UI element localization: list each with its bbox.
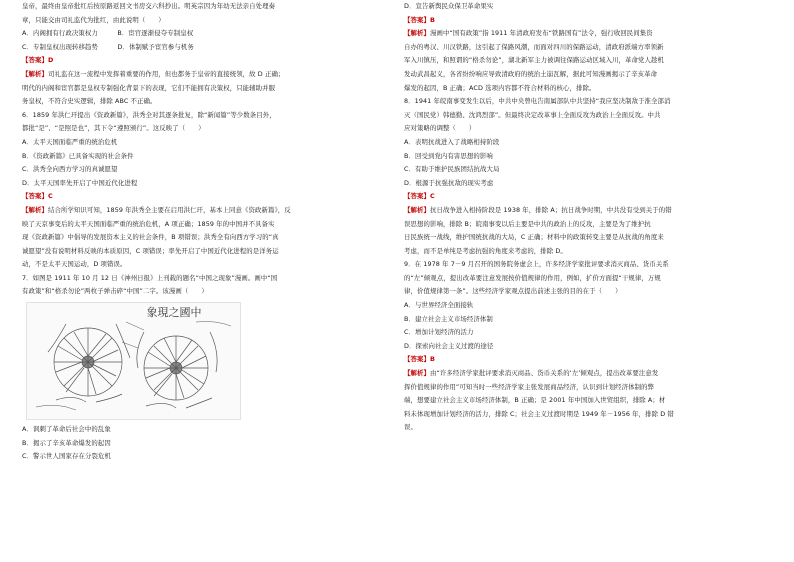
answer-line	[404, 353, 769, 367]
text-line: 误思想的影响，排除 B；皖南事变以后主要是中共的政治上的反攻，主要是为了维护抗	[404, 219, 651, 228]
option-a: A．太平天国面临严重的统治危机	[22, 137, 118, 146]
option-d: D．探索向社会主义过渡的途径	[404, 341, 494, 350]
analysis-label: 【解析】	[404, 205, 430, 214]
option-b: B．建立社会主义市场经济体制	[404, 314, 493, 323]
answer-line	[22, 54, 387, 68]
analysis-text: 漫画中“国有政策”指 1911 年清政府发布“铁路国有”法令，强行收回民间集资	[429, 29, 653, 38]
text-line: 现《资政新篇》中倡导的发展资本主义的社会条件，B 项错误；洪秀全有向西方学习的“真	[22, 233, 279, 242]
text-line: 考虑，而不是单纯是考虑抗强的角度来考虑的，排除 D。	[404, 246, 567, 255]
question-7: 7．如图是 1911 年 10 月 12 日《神州日报》上刊载的题名“中国之现象”漫画。画中“国	[22, 273, 278, 282]
answer-label: 【答案】	[22, 192, 48, 201]
text-line: 映了天京事变后的太平天国面临严重的统治危机，A 项正确；1859 年的中国并不具备实	[22, 219, 275, 228]
text-line: 日民族统一战线，维护国统抗战的大局，C 正确；材料中的政策转变主要是从抗战的角度来	[404, 233, 664, 242]
text-line: 有政策”和“格杀勿论”两枚子弹击碎“中国”二字。该漫画（ ）	[22, 287, 208, 296]
text-line: 的“左”倾观点，提出改革要注意发展按价值规律的作用，例如，扩价方面提“干规律，万规	[404, 273, 661, 282]
question-8: 8．1941 年皖南事变发生以后，中共中央曾电告南属部队中共坚持“我应坚决制敌于淮全部消	[404, 97, 671, 106]
option-c: C．有助于维护民族团结抗战大局	[404, 165, 500, 174]
answer-value: C	[429, 192, 435, 201]
option-a: A．内阁拥有行政决策权力 B．宦官逐渐侵夺专制皇权	[22, 29, 194, 38]
text-line: 挥价值规律的作用”可知当时一些经济学家主张发展商品经济，认识到计划经济体制的弊	[404, 382, 655, 391]
right-column	[404, 0, 769, 435]
analysis-line	[22, 204, 387, 218]
option-c: C．专制皇权出现转移趋势 D．体制赋予宦官参与机务	[22, 42, 194, 51]
answer-line	[404, 190, 769, 204]
option-a: A．讽刺了革命后社会中的乱象	[22, 425, 111, 434]
option-a: A．表明抗战进入了战略相持阶段	[404, 137, 500, 146]
analysis-line	[22, 68, 387, 82]
analysis-line	[404, 204, 769, 218]
cartoon-image	[26, 302, 241, 420]
option-b: B．揭示了辛亥革命爆发的起因	[22, 438, 111, 447]
cartoon-caption: 象現之國中	[146, 306, 202, 320]
analysis-line	[404, 27, 769, 41]
cartoon-illustration	[26, 302, 241, 420]
question-6: 6．1859 年洪仁玕提出《资政新篇》，洪秀全对其逐条批复，除“新闻篇”等少数条目外，	[22, 110, 276, 119]
text-line: 灭（国民党）韩德勤、沈鸿烈部”。但最终决定改革事上全面反攻为政治上全面反攻。中共	[404, 110, 661, 119]
option-b: B．《资政新篇》已具备实现的社会条件	[22, 151, 134, 160]
option-d: D．根源于抗强抗敌的现实考虑	[404, 178, 494, 187]
analysis-text: 由“许多经济学家批评要求消灭商品、货币关系的‘左’倾观点，提出改革要注意发	[429, 369, 659, 378]
answer-value: B	[429, 355, 435, 364]
text-line: 皇帝，最终由皇帝批红后按原路返回文书房交六科抄出。明英宗因为年幼无法亲自处理奏	[22, 2, 276, 10]
text-line: 章，只能交由司礼监代为批红，由此说明（ ）	[22, 15, 165, 24]
answer-line	[22, 190, 387, 204]
answer-value: B	[429, 15, 435, 24]
text-line: 都批“是”、“是照是也”，其下令“遵照颁行”。这反映了（ ）	[22, 124, 205, 133]
analysis-label: 【解析】	[22, 69, 48, 78]
analysis-label: 【解析】	[22, 205, 48, 214]
text-line: 自办的粤汉、川汉铁路，这引起了保路风潮，而面对四川的保路运动，清政府派端方率领新	[404, 42, 664, 51]
option-b: B．回受到党内有害思想的影响	[404, 151, 493, 160]
answer-label: 【答案】	[22, 56, 48, 65]
option-a: A．与世界经济全面接轨	[404, 301, 474, 310]
analysis-line	[404, 367, 769, 381]
text-line: 明代的内阁和宦官都是皇权专制强化背景下的表现，它们不能拥有决策权，只能辅助并服	[22, 83, 276, 92]
text-line: 务皇权，不符合史实逻辑，排除 ABC 不正确。	[22, 97, 157, 106]
text-line: 发动武昌起义，各省纷纷响应导致清政府的统治土崩瓦解，据此可知漫画揭示了辛亥革命	[404, 69, 658, 78]
analysis-text: 司礼监在这一流程中发挥着重要的作用，但也都务于皇帝的直接统领，故 D 正确；	[47, 69, 285, 78]
option-c: C．洪秀全向西方学习的真诚愿望	[22, 165, 118, 174]
analysis-label: 【解析】	[404, 369, 430, 378]
text-line: 误。	[404, 423, 417, 432]
analysis-text: 结合所学知识可知，1859 年洪秀全主要在启用洪仁玕，基本上同意《资政新篇》，反	[47, 205, 291, 214]
answer-value: D	[47, 56, 54, 65]
option-c: C．警示世人国家存在分裂危机	[22, 452, 111, 461]
text-line: 爆发的起因，B 正确；ACD 选项内容都不符合材料的核心，排除。	[404, 83, 596, 92]
option-d: D．太平天国率先开启了中国近代化进程	[22, 178, 138, 187]
text-line: 军入川镇压，和照谓的“格杀勿论”，湖北新军主力被调往保路运动区域入川，革命党人趁机	[404, 56, 664, 65]
answer-label: 【答案】	[404, 355, 430, 364]
answer-label: 【答案】	[404, 15, 430, 24]
question-9: 9．在 1978 年 7－9 月召开的国务院务虚会上，许多经济学家批评要求消灭商品、货币关系	[404, 260, 669, 269]
text-line: 料未体现增加计划经济的活力，排除 C；社会主义过渡时期是 1949 年－1956 年，排除 D 错	[404, 409, 674, 418]
option-d: D．宣告新舆民众保卫革命果实	[404, 2, 494, 10]
analysis-label: 【解析】	[404, 29, 430, 38]
text-line: 端，想要建立社会主义市场经济体制，B 正确；是 2001 年中国加入世贸组织，排除 A；材	[404, 396, 666, 405]
text-line: 律，价值规律第一条”。这些经济学家观点提出前述主张的目的在于（ ）	[404, 287, 622, 296]
text-line: 应对策略的调整（ ）	[404, 124, 476, 133]
left-column	[22, 0, 387, 464]
text-line: 动，不是太平天国运动，D 项错误。	[22, 260, 127, 269]
answer-label: 【答案】	[404, 192, 430, 201]
analysis-text: 抗日战争进入相持阶段是 1938 年，排除 A；抗日战争时期，中共没有受到关于的错	[429, 205, 672, 214]
text-line: 诚愿望”没有说明材料反映的本质原因，C 项错误；率先开启了中国近代化进程的是洋务运	[22, 246, 279, 255]
answer-value: C	[47, 192, 53, 201]
answer-line	[404, 14, 769, 28]
option-c: C．增加计划经济的活力	[404, 328, 474, 337]
